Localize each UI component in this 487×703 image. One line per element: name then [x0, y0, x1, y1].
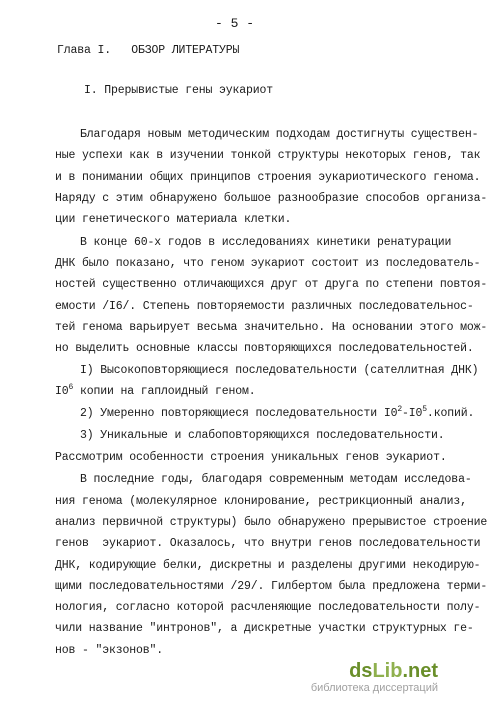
text-line: ции генетического материала клетки. [55, 213, 292, 226]
text-line: В последние годы, благодаря современным методам исследова- [80, 473, 472, 486]
text-line: ния генома (молекулярное клонирование, рестрикционный анализ, [55, 495, 467, 508]
list-item: I) Высокоповторяющиеся последовательности (сателлитная ДНК) [80, 364, 479, 377]
text-line: нов - "экзонов". [55, 644, 164, 657]
watermark-logo: dsLib.net [349, 660, 438, 682]
text-line: щими последовательностями /29/. Гилбертом была предложена терми- [55, 580, 487, 593]
text-line: ДНК, кодирующие белки, дискретны и разделены другими некодирую- [55, 559, 481, 572]
text-line: но выделить основные классы повторяющихся последовательностей. [55, 342, 474, 355]
copies-range: $I0^2-I0^5$. [383, 405, 434, 420]
text-line: В конце 60-х годов в исследованиях кинетики ренатурации [80, 236, 452, 249]
text-line: генов эукариот. Оказалось, что внутри генов последовательности [55, 537, 481, 550]
chapter-heading: Глава I. ОБЗОР ЛИТЕРАТУРЫ [57, 44, 240, 57]
page-number: - 5 - [215, 16, 255, 31]
list-item-continuation: $I0^6$ копии на гаплоидный геном. [55, 383, 256, 398]
text-line: нология, согласно которой расчленяющие последовательности полу- [55, 601, 481, 614]
text-line: тей генома варьирует весьма значительно. На основании этого мож- [55, 321, 487, 334]
text-line: ДНК было показано, что геном эукариот состоит из последователь- [55, 257, 481, 270]
section-heading: I. Прерывистые гены эукариот [84, 84, 274, 97]
watermark-subtitle: библиотека диссертаций [310, 682, 438, 694]
text-line: емости /I6/. Степень повторяемости различных последовательнос- [55, 300, 474, 313]
copies-number: $I0^6$ [55, 383, 74, 398]
list-item: 3) Уникальные и слабоповторяющихся последовательности. [80, 429, 445, 442]
text-line: и в понимании общих принципов строения эукариотического генома. [55, 171, 481, 184]
list-item: 2) Умеренно повторяющиеся последовательности $I0^2-I0^5.копий$. [80, 405, 475, 420]
text-line: чили название "интронов", а дискретные участки структурных ге- [55, 622, 474, 635]
text-line: Рассмотрим особенности строения уникальных генов эукариот. [55, 451, 447, 464]
text-line: ные успехи как в изучении тонкой структуры некоторых генов, так [55, 149, 481, 162]
text-line: Благодаря новым методическим подходам достигнуты существен- [80, 128, 479, 141]
text-line: ностей существенно отличающихся друг от друга по степени повтоя- [55, 278, 487, 291]
text-line: Наряду с этим обнаружено большое разнообразие способов организа- [55, 192, 487, 205]
watermark [311, 660, 438, 695]
text-line: анализ первичной структуры) было обнаружено прерывистое строение [55, 516, 487, 529]
